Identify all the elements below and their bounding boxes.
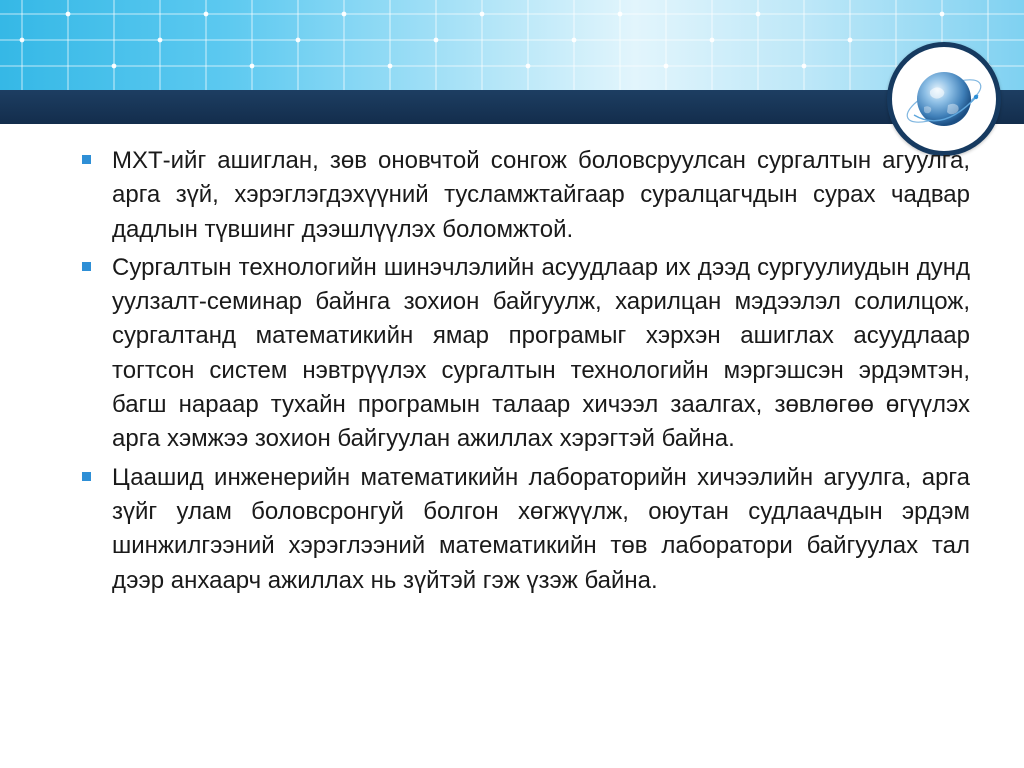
header-banner [0,0,1024,90]
bullet-text: МХТ-ийг ашиглан, зөв оновчтой сонгож боловсруулсан сургалтын агуулга, арга зүй, хэрэглэгдэхүүний тусламжтайгаар суралцагчдын сурах чадвар дадлын түвшинг дээшлүүлэх боломжтой. [112,147,970,243]
list-item [78,251,970,457]
bullet-list [78,144,970,602]
bullet-text: Цаашид инженерийн математикийн лабораторийн хичээлийн агуулга, арга зүйг улам боловсронгуй болгон хөгжүүлж, оюутан судлаачдын эрдэм шинжилгээний хэрэглээний математикийн төв лаборатори байгуулах тал дээр анхаарч ажиллах нь зүйтэй гэж үзэж байна. [112,463,970,594]
globe-badge [887,42,1001,156]
grid-pattern [0,0,1024,90]
globe-icon [900,55,988,143]
bullet-marker [82,472,91,481]
list-item [78,461,970,598]
bullet-marker [82,262,91,271]
list-item [78,144,970,247]
bullet-text: Сургалтын технологийн шинэчлэлийн асуудлаар их дээд сургуулиудын дунд уулзалт-семинар байнга зохион байгуулж, харилцан мэдээлэл солилцож, сургалтанд математикийн ямар програмыг хэрхэн ашиглах асуудлаар тогтсон систем нэвтрүүлэх сургалтын технологийн мэргэшсэн эрдэмтэн, багш нараар тухайн програмын талаар хичээл заалгах, зөвлөгөө өгүүлэх арга хэмжээ зохион байгуулан ажиллах хэрэгтэй байна. [112,253,970,453]
bullet-marker [82,155,91,164]
header-bar [0,90,1024,124]
